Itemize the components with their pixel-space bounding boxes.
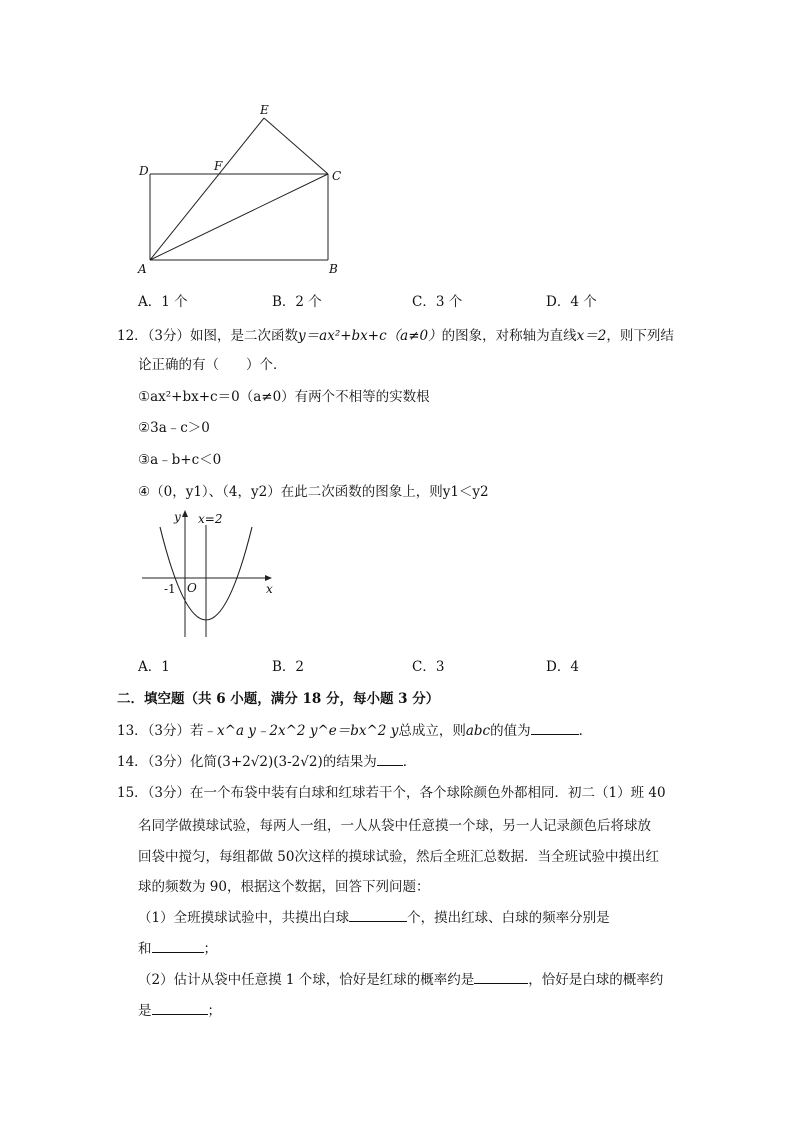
q12-statement-1: ①ax²+bx+c＝0（a≠0）有两个不相等的实数根: [138, 389, 430, 405]
q11-option-d: D．4 个: [546, 294, 597, 310]
parabola-graph-q12: [138, 505, 288, 645]
q11-option-a: A．1 个: [138, 294, 188, 310]
q15-part-1-cont: 和 ；: [138, 941, 217, 957]
label-C: C: [332, 169, 342, 183]
q12-stem: 12．（3分）如图，是二次函数y＝ax²+bx+c（a≠0）的图象，对称轴为直线x＝2，则下列结: [117, 328, 674, 344]
tick-neg-one: -1: [164, 582, 176, 596]
q14-expression: (3+2√2)(3-2√2): [217, 754, 323, 770]
answer-blank: [152, 1002, 208, 1015]
q11-option-c: C．3 个: [412, 294, 463, 310]
y-axis-label: y: [174, 510, 181, 524]
q12-statement-4: ④（0，y1）、（4，y2）在此二次函数的图象上，则y1＜y2: [138, 484, 489, 500]
x-axis-arrow-icon: [265, 575, 272, 581]
q15-line-4: 球的频数为 90，根据这个数据，回答下列问题：: [138, 879, 430, 895]
q14: 14．（3分）化简(3+2√2)(3-2√2)的结果为 ．: [117, 754, 417, 770]
q12-statement-3: ③a﹣b+c＜0: [138, 452, 222, 468]
answer-blank: [474, 971, 528, 984]
q15-part-2-cont: 是 ；: [138, 1003, 221, 1019]
label-A: A: [138, 262, 147, 276]
geometry-figure-q11: [130, 98, 360, 278]
q13: 13．（3分）若﹣x^a y﹣2x^2 y^e＝bx^2 y总成立，则abc的值为 ．: [117, 723, 593, 739]
q12-statement-2: ②3a﹣c＞0: [138, 420, 210, 436]
segment-AE: [150, 118, 264, 260]
q15-line-2: 名同学做摸球试验，每两人一组，一人从袋中任意摸一个球，另一人记录颜色后将球放: [138, 818, 651, 834]
q12-formula: y＝ax²+bx+c（a≠0）: [298, 328, 442, 344]
segment-EC: [264, 118, 328, 174]
origin-label: O: [187, 581, 197, 595]
q13-equation: x^a y﹣2x^2 y^e＝bx^2 y: [217, 723, 399, 739]
answer-blank: [531, 722, 579, 735]
answer-blank: [152, 940, 204, 953]
q15-line-1: 15．（3分）在一个布袋中装有白球和红球若干个，各个球除颜色外都相同．初二（1）班 40: [117, 785, 666, 801]
q12-axis: x＝2: [576, 328, 607, 344]
q12-option-b: B．2: [272, 659, 305, 675]
label-B: B: [329, 262, 338, 276]
y-axis-arrow-icon: [182, 510, 188, 517]
segment-AC: [150, 174, 328, 260]
q15-part-2: （2）估计从袋中任意摸 1 个球，恰好是红球的概率约是 ，恰好是白球的概率约: [138, 972, 664, 988]
q15-part-1: （1）全班摸球试验中，共摸出白球 个，摸出红球、白球的频率分别是: [138, 910, 610, 926]
answer-blank: [349, 909, 407, 922]
label-E: E: [260, 103, 269, 117]
section-title: 二．填空题（共 6 小题，满分 18 分，每小题 3 分）: [117, 691, 440, 707]
q12-option-d: D．4: [546, 659, 579, 675]
label-F: F: [214, 159, 223, 173]
q15-line-3: 回袋中搅匀，每组都做 50次这样的摸球试验，然后全班汇总数据．当全班试验中摸出红: [138, 849, 659, 865]
symmetry-axis-label: x=2: [198, 512, 223, 526]
q12-stem-line2: 论正确的有（ ）个．: [138, 357, 287, 373]
q11-option-b: B．2 个: [272, 294, 322, 310]
x-axis-label: x: [266, 582, 273, 596]
answer-blank: [377, 753, 403, 766]
q12-option-c: C．3: [412, 659, 445, 675]
q12-option-a: A．1: [138, 659, 170, 675]
label-D: D: [139, 164, 149, 178]
